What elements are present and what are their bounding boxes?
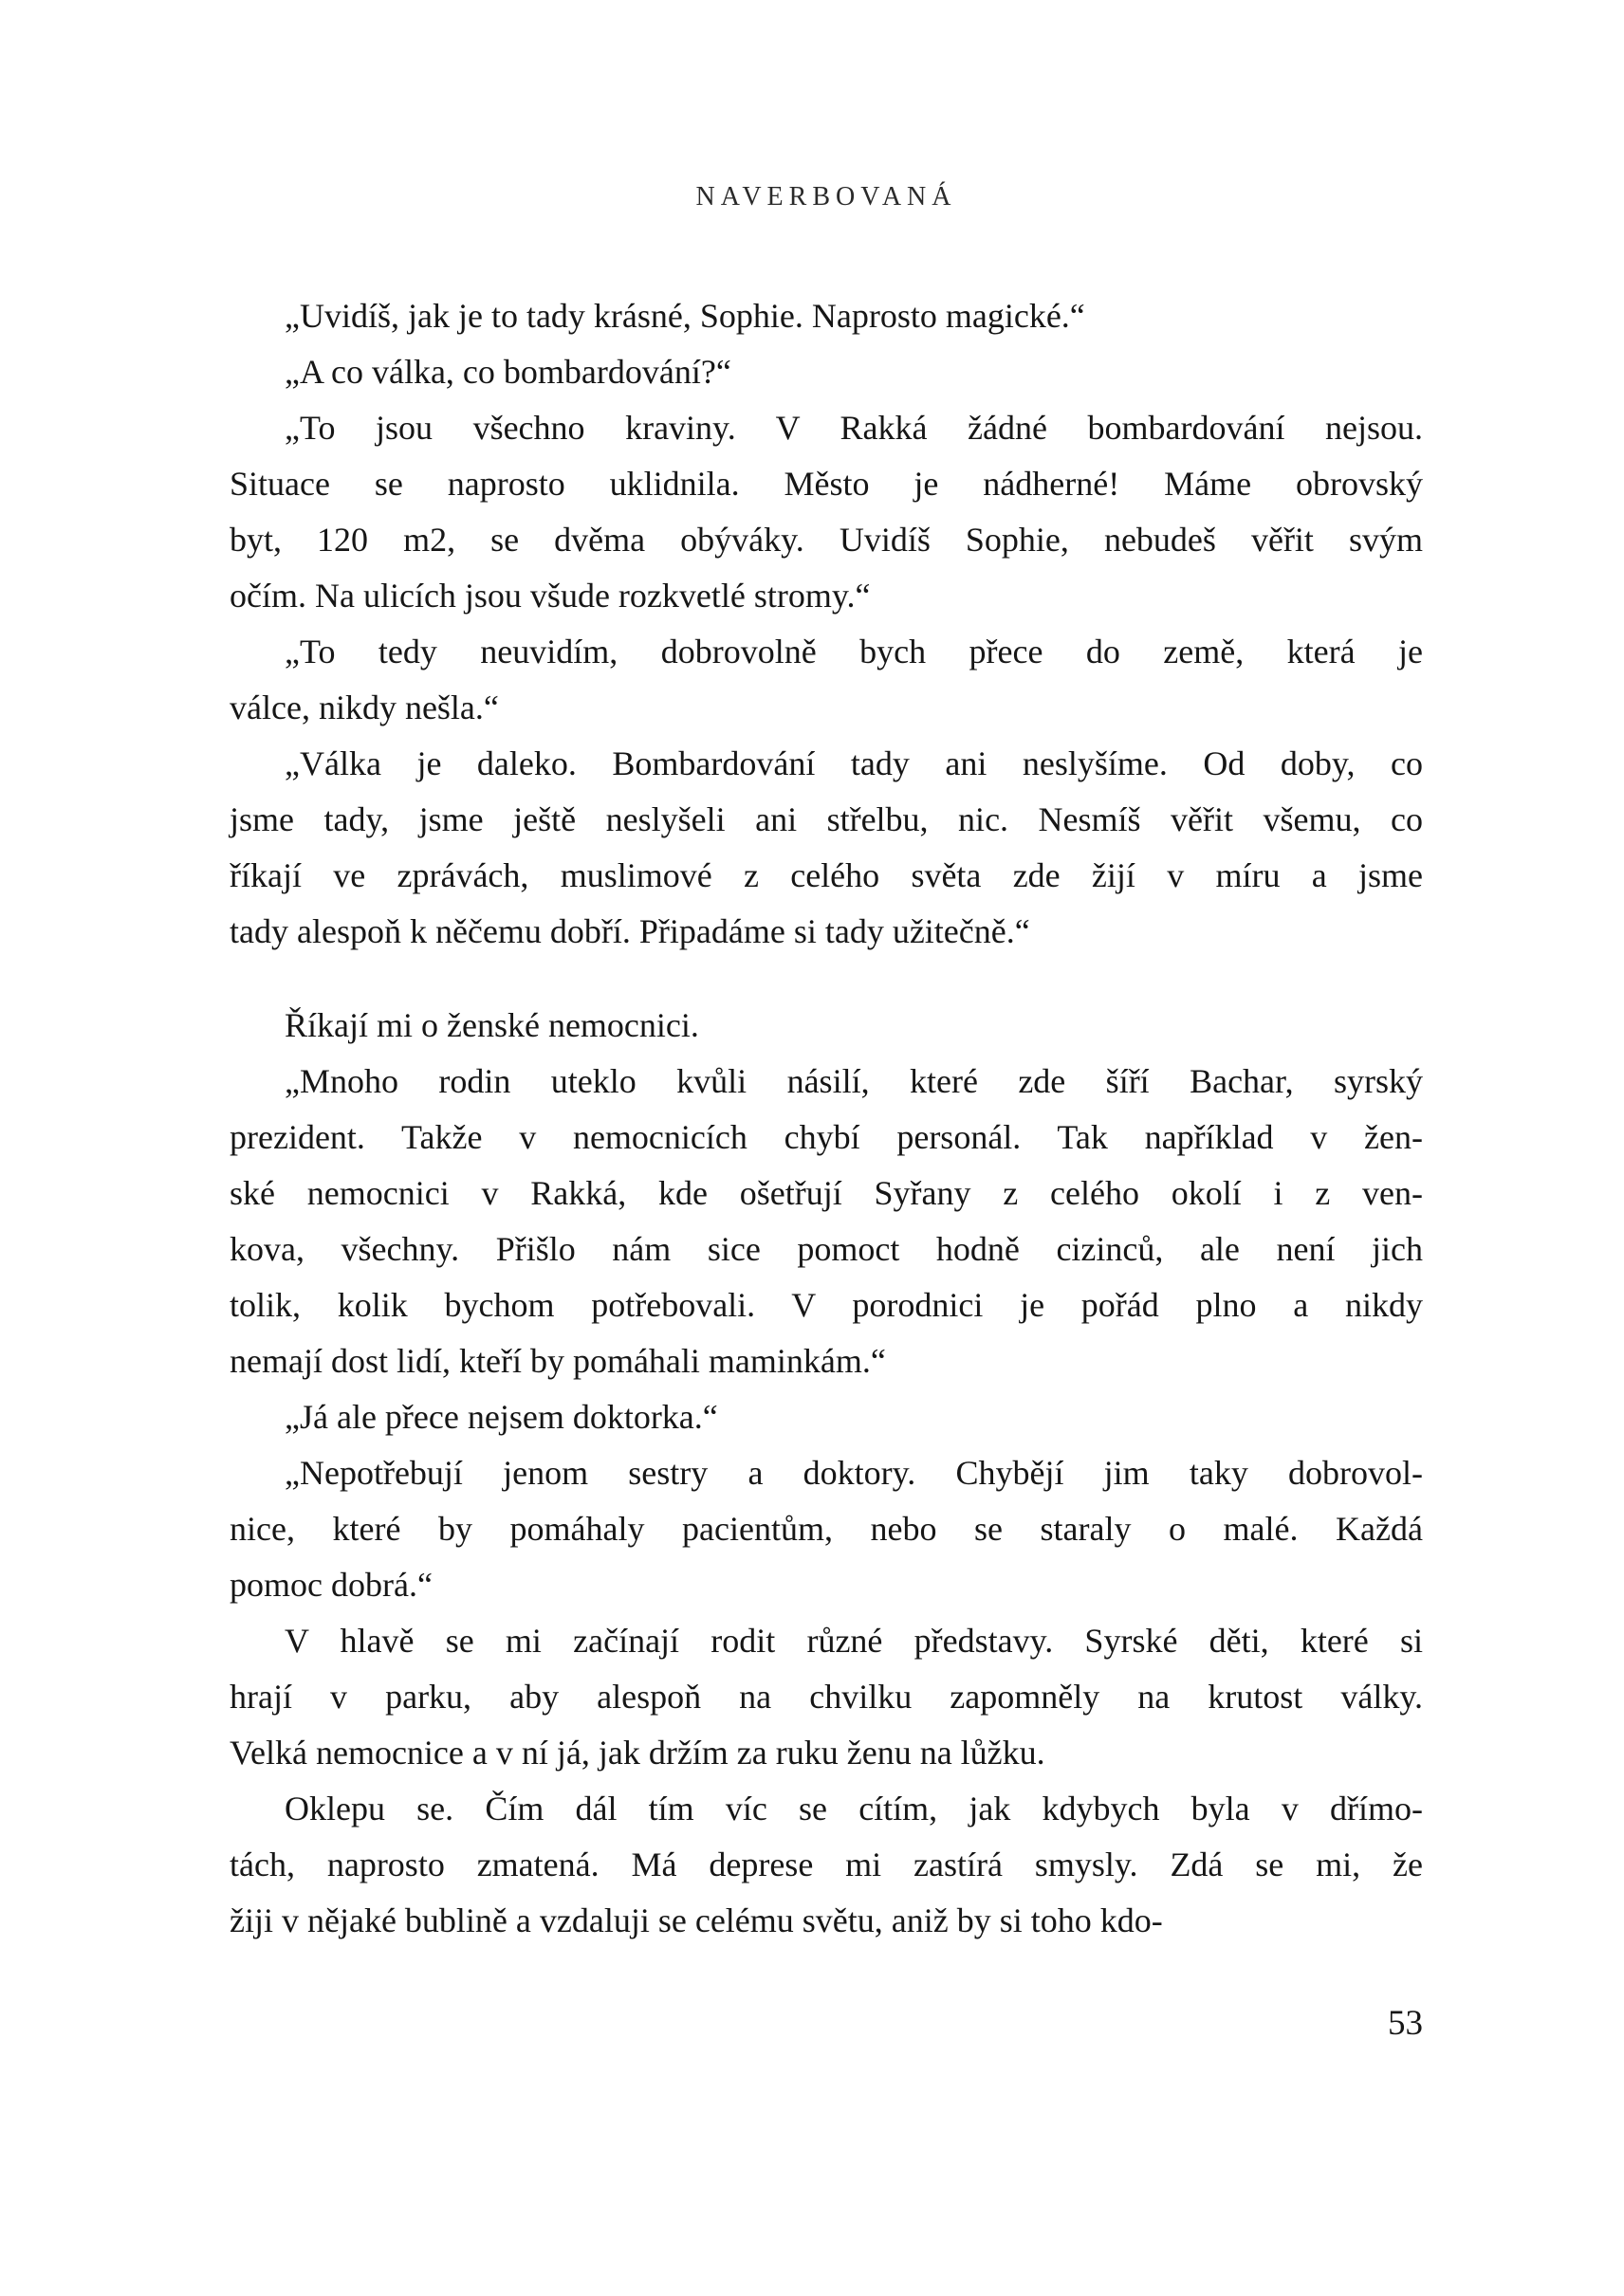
paragraph bbox=[230, 1389, 1423, 1445]
text-line: „To jsou všechno kraviny. V Rakká žádné bombardování nejsou. bbox=[285, 409, 1423, 447]
paragraph bbox=[230, 400, 1423, 624]
text-line: pomoc dobrá.“ bbox=[230, 1566, 433, 1604]
text-line: prezident. Takže v nemocnicích chybí personál. Tak například v žen- bbox=[230, 1118, 1423, 1156]
text-line: Velká nemocnice a v ní já, jak držím za ruku ženu na lůžku. bbox=[230, 1734, 1045, 1772]
text-line: Říkají mi o ženské nemocnici. bbox=[285, 1006, 699, 1044]
text-line: Oklepu se. Čím dál tím víc se cítím, jak kdybych byla v dřímo- bbox=[285, 1790, 1423, 1828]
body-text bbox=[230, 288, 1423, 1949]
paragraph bbox=[230, 1613, 1423, 1781]
text-line: V hlavě se mi začínají rodit různé představy. Syrské děti, které si bbox=[285, 1622, 1423, 1660]
text-line: válce, nikdy nešla.“ bbox=[230, 689, 499, 726]
text-line: „Nepotřebují jenom sestry a doktory. Chybějí jim taky dobrovol- bbox=[285, 1454, 1423, 1492]
text-line: „Uvidíš, jak je to tady krásné, Sophie. Naprosto magické.“ bbox=[285, 297, 1085, 335]
text-line: žiji v nějaké bublině a vzdaluji se celému světu, aniž by si toho kdo- bbox=[230, 1901, 1163, 1939]
text-line: tách, naprosto zmatená. Má deprese mi zastírá smysly. Zdá se mi, že bbox=[230, 1846, 1423, 1883]
paragraph bbox=[230, 624, 1423, 736]
text-line: očím. Na ulicích jsou všude rozkvetlé stromy.“ bbox=[230, 577, 871, 615]
text-line: „To tedy neuvidím, dobrovolně bych přece do země, která je bbox=[285, 633, 1423, 670]
text-line: ské nemocnici v Rakká, kde ošetřují Syřany z celého okolí i z ven- bbox=[230, 1174, 1423, 1212]
text-line: „A co válka, co bombardování?“ bbox=[285, 353, 731, 391]
text-line: byt, 120 m2, se dvěma obýváky. Uvidíš Sophie, nebudeš věřit svým bbox=[230, 521, 1423, 559]
text-line: tolik, kolik bychom potřebovali. V porodnici je pořád plno a nikdy bbox=[230, 1286, 1423, 1324]
text-line: tady alespoň k něčemu dobří. Připadáme si tady užitečně.“ bbox=[230, 912, 1030, 950]
text-line: „Mnoho rodin uteklo kvůli násilí, které zde šíří Bachar, syrský bbox=[285, 1062, 1423, 1100]
paragraph bbox=[230, 998, 1423, 1054]
paragraph bbox=[230, 1054, 1423, 1389]
text-line: hrají v parku, aby alespoň na chvilku zapomněly na krutost války. bbox=[230, 1678, 1423, 1716]
running-head: NAVERBOVANÁ bbox=[695, 182, 957, 211]
page-number: 53 bbox=[1388, 2004, 1423, 2043]
paragraph bbox=[230, 1781, 1423, 1949]
text-line: kova, všechny. Přišlo nám sice pomoct hodně cizinců, ale není jich bbox=[230, 1230, 1423, 1268]
paragraph bbox=[230, 1445, 1423, 1613]
text-line: nemají dost lidí, kteří by pomáhali maminkám.“ bbox=[230, 1342, 886, 1380]
text-line: „Já ale přece nejsem doktorka.“ bbox=[285, 1398, 718, 1436]
text-line: „Válka je daleko. Bombardování tady ani neslyšíme. Od doby, co bbox=[285, 744, 1423, 782]
paragraph bbox=[230, 288, 1423, 344]
text-line: nice, které by pomáhaly pacientům, nebo se staraly o malé. Každá bbox=[230, 1510, 1423, 1548]
text-line: jsme tady, jsme ještě neslyšeli ani střelbu, nic. Nesmíš věřit všemu, co bbox=[230, 800, 1423, 838]
text-line: říkají ve zprávách, muslimové z celého světa zde žijí v míru a jsme bbox=[230, 856, 1423, 894]
text-line: Situace se naprosto uklidnila. Město je nádherné! Máme obrovský bbox=[230, 465, 1423, 503]
paragraph bbox=[230, 344, 1423, 400]
paragraph bbox=[230, 736, 1423, 960]
